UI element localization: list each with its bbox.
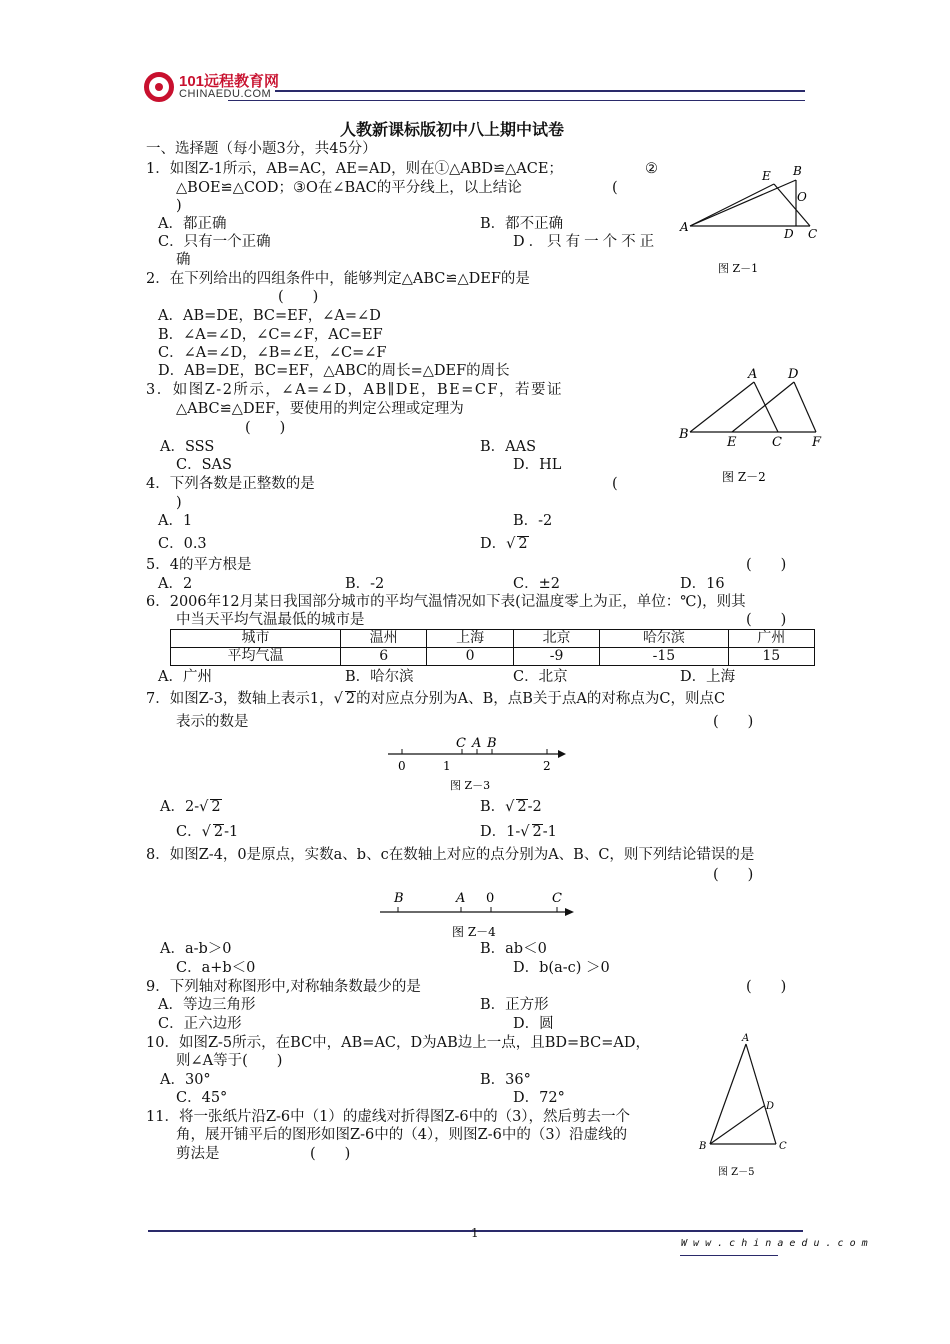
fig2-label-b: B	[679, 427, 689, 442]
q7-d-post: -1	[542, 824, 557, 840]
q7-option-a: A．2-√ 2	[160, 799, 221, 815]
q9-option-c: C．正六边形	[158, 1016, 242, 1032]
fig2-label-d: D	[788, 367, 799, 382]
page-number: 1	[471, 1226, 479, 1240]
q4-line1: 4．下列各数是正整数的是	[146, 476, 315, 492]
q8-option-b: B．ab＜0	[480, 941, 547, 957]
logo-brand-top: 101远程教育网	[179, 73, 280, 90]
q9-option-d: D．圆	[513, 1016, 554, 1032]
table-cell: -15	[600, 648, 728, 666]
fig1-label-c: C	[808, 227, 818, 241]
q1-line2: △BOE≌△COD；③O在∠BAC的平分线上，以上结论	[176, 180, 522, 196]
q10-option-c: C．45°	[176, 1090, 228, 1106]
table-cell: 哈尔滨	[600, 630, 728, 648]
q3-option-b: B．AAS	[480, 439, 537, 455]
q11-line2: 角，展开铺平后的图形如图Z-6中的（4），则图Z-6中的（3）沿虚线的	[176, 1127, 628, 1143]
q11-paren: ( )	[310, 1146, 351, 1162]
figure-z5	[694, 1030, 794, 1182]
table-cell: 6	[340, 648, 426, 666]
q4-option-b: B．-2	[513, 513, 553, 529]
table-cell: 温州	[340, 630, 426, 648]
q9-paren: ( )	[746, 979, 787, 995]
fig5-caption: 图 Z－5	[718, 1167, 755, 1178]
q6-option-c: C．北京	[513, 669, 568, 685]
q2-option-c: C．∠A=∠D，∠B=∠E，∠C=∠F	[158, 345, 387, 361]
table-cell: 广州	[728, 630, 815, 648]
fig2-caption: 图 Z－2	[722, 470, 766, 484]
q3-line2: △ABC≌△DEF，要使用的判定公理或定理为	[176, 401, 464, 417]
q3-line1: 3．如图Z-2所示，∠A=∠D，AB∥DE，BE=CF，若要证	[146, 382, 564, 398]
q7-a-sqrt: 2	[211, 799, 221, 815]
q1-option-d-cont: 确	[176, 252, 191, 268]
fig5-label-d: D	[766, 1101, 775, 1112]
q4-option-d-label: D．	[480, 536, 507, 552]
table-cell: 上海	[427, 630, 513, 648]
q2-option-d: D．AB=DE，BC=EF，△ABC的周长=△DEF的周长	[158, 363, 510, 379]
q7-b-post: -2	[527, 799, 542, 815]
fig3-label-c: C	[456, 736, 466, 751]
table-cell: 15	[728, 648, 815, 666]
q5-option-b: B．-2	[345, 576, 385, 592]
q11-line1: 11．将一张纸片沿Z-6中（1）的虚线对折得图Z-6中的（3），然后剪去一个	[146, 1109, 631, 1125]
q7-b-sqrt: 2	[517, 799, 527, 815]
q8-paren: ( )	[713, 867, 754, 883]
table-row	[171, 648, 815, 666]
q8-option-a: A．a-b＞0	[160, 941, 232, 957]
footer-rule-thin	[680, 1255, 778, 1256]
q7-option-c: C．√ 2-1	[176, 824, 239, 840]
page-title: 人教新课标版初中八上期中试卷	[340, 120, 565, 139]
fig2-label-f: F	[812, 435, 822, 450]
fig5-label-a: A	[742, 1033, 750, 1044]
q5-paren: ( )	[746, 557, 787, 573]
fig5-label-b: B	[699, 1141, 707, 1152]
fig4-label-a: A	[456, 891, 466, 906]
q7-d-pre: D．1-	[480, 824, 521, 840]
q8-line1: 8．如图Z-4，0是原点，实数a、b、c在数轴上对应的点分别为A、B、C，则下列结论错误的是	[146, 847, 755, 863]
temperature-table	[170, 629, 815, 666]
header-rule-thin	[228, 100, 805, 101]
q6-line1: 6．2006年12月某日我国部分城市的平均气温情况如下表(记温度零上为正，单位：℃)，则其	[146, 594, 746, 610]
q3-option-c: C．SAS	[176, 457, 232, 473]
fig1-label-o: O	[797, 190, 807, 204]
fig1-label-e: E	[762, 169, 771, 183]
fig4-label-origin: 0	[486, 891, 495, 906]
fig2-label-a: A	[748, 367, 758, 382]
q1-paren-close: )	[176, 198, 182, 214]
fig1-label-b: B	[793, 164, 802, 178]
q7-option-b: B．√ 2-2	[480, 799, 542, 815]
table-cell: -9	[513, 648, 599, 666]
q7-a-pre: A．2-	[160, 799, 200, 815]
fig4-label-c: C	[552, 891, 562, 906]
q1-option-c: C．只有一个正确	[158, 234, 271, 250]
q10-line1: 10．如图Z-5所示，在BC中，AB=AC，D为AB边上一点，且BD=BC=AD，	[146, 1035, 650, 1051]
table-cell: 平均气温	[171, 648, 341, 666]
fig1-label-d: D	[784, 227, 794, 241]
q7-line1-a: 7．如图Z-3，数轴上表示1，	[146, 691, 334, 707]
q4-paren-close: )	[176, 495, 182, 511]
q10-option-b: B．36°	[480, 1072, 531, 1088]
fig3-tick-2: 2	[543, 759, 551, 773]
q1-option-b: B．都不正确	[480, 216, 564, 232]
q5-option-c: C．±2	[513, 576, 560, 592]
table-cell: 北京	[513, 630, 599, 648]
fig3-tick-0: 0	[398, 759, 406, 773]
q5-option-d: D．16	[680, 576, 725, 592]
q6-option-a: A．广州	[158, 669, 212, 685]
q4-sqrt-2: 2	[518, 536, 528, 552]
table-cell: 0	[427, 648, 513, 666]
footer-url: W w w . c h i n a e d u . c o m	[681, 1238, 868, 1249]
q4-option-a: A．1	[158, 513, 193, 529]
q1-option-d: D．只有一个不正	[513, 234, 659, 250]
q6-line2: 中当天平均气温最低的城市是	[176, 612, 365, 628]
q10-option-d: D．72°	[513, 1090, 565, 1106]
fig4-label-b: B	[394, 891, 404, 906]
q4-paren: (	[612, 476, 618, 492]
figure-z4	[376, 886, 586, 940]
q1-line1: 1．如图Z-1所示，AB=AC，AE=AD，则在①△ABD≌△ACE；	[146, 161, 563, 177]
q3-paren: ( )	[245, 420, 286, 436]
q3-option-a: A．SSS	[160, 439, 215, 455]
q2-line1: 2．在下列给出的四组条件中，能够判定△ABC≌△DEF的是	[146, 271, 530, 287]
q6-option-b: B．哈尔滨	[345, 669, 414, 685]
q10-line2: 则∠A等于( )	[176, 1053, 283, 1069]
q10-option-a: A．30°	[160, 1072, 211, 1088]
table-header-row	[171, 630, 815, 648]
q9-line1: 9．下列轴对称图形中,对称轴条数最少的是	[146, 979, 421, 995]
figure-z2	[676, 364, 836, 492]
logo-brand-bottom: CHINAEDU.COM	[179, 88, 272, 100]
q6-paren: ( )	[746, 612, 787, 628]
q7-b-pre: B．	[480, 799, 506, 815]
fig3-tick-1: 1	[443, 759, 451, 773]
figure-z3	[380, 732, 580, 794]
fig2-label-e: E	[727, 435, 737, 450]
header-rule	[275, 90, 805, 92]
q9-option-b: B．正方形	[480, 997, 549, 1013]
section-heading: 一、选择题（每小题3分，共45分）	[146, 141, 377, 157]
q7-sqrt: 2	[345, 691, 356, 707]
q5-option-a: A．2	[158, 576, 193, 592]
fig3-caption: 图 Z－3	[450, 779, 491, 792]
q7-paren: ( )	[713, 714, 754, 730]
q4-option-c: C．0.3	[158, 536, 207, 552]
q7-d-sqrt: 2	[532, 824, 542, 840]
fig1-label-a: A	[680, 220, 689, 234]
q1-paren: (	[612, 180, 618, 196]
table-cell: 城市	[171, 630, 341, 648]
q5-line1: 5．4的平方根是	[146, 557, 252, 573]
q11-line3: 剪法是	[176, 1146, 220, 1162]
q7-c-pre: C．	[176, 824, 202, 840]
figure-z1	[670, 160, 830, 280]
q7-line2: 表示的数是	[176, 714, 249, 730]
q8-option-d: D．b(a-c) ＞0	[513, 960, 610, 976]
fig3-label-a: A	[472, 736, 482, 751]
fig5-label-c: C	[779, 1141, 787, 1152]
fig2-label-c: C	[772, 435, 782, 450]
fig3-label-b: B	[487, 736, 497, 751]
q2-option-a: A．AB=DE，BC=EF，∠A=∠D	[158, 308, 381, 324]
q7-c-post: -1	[224, 824, 239, 840]
logo-icon	[144, 72, 174, 102]
q8-option-c: C．a+b＜0	[176, 960, 256, 976]
q2-paren: ( )	[278, 289, 319, 305]
q7-line1: 7．如图Z-3，数轴上表示1，√ 2的对应点分别为A、B，点B关于点A的对称点为C，则点C	[146, 691, 726, 707]
q7-c-sqrt: 2	[213, 824, 224, 840]
q3-option-d: D．HL	[513, 457, 562, 473]
q7-option-d: D．1-√ 2-1	[480, 824, 557, 840]
fig4-caption: 图 Z－4	[452, 925, 496, 939]
q6-option-d: D．上海	[680, 669, 736, 685]
q7-line1-b: 的对应点分别为A、B，点B关于点A的对称点为C，则点C	[356, 691, 726, 707]
q1-line1b: ②	[645, 161, 658, 177]
fig1-caption: 图 Z－1	[718, 262, 759, 275]
q2-option-b: B．∠A=∠D，∠C=∠F，AC=EF	[158, 327, 383, 343]
q9-option-a: A．等边三角形	[158, 997, 256, 1013]
q1-option-a: A．都正确	[158, 216, 227, 232]
q4-option-d: D．√ 2	[480, 536, 528, 552]
